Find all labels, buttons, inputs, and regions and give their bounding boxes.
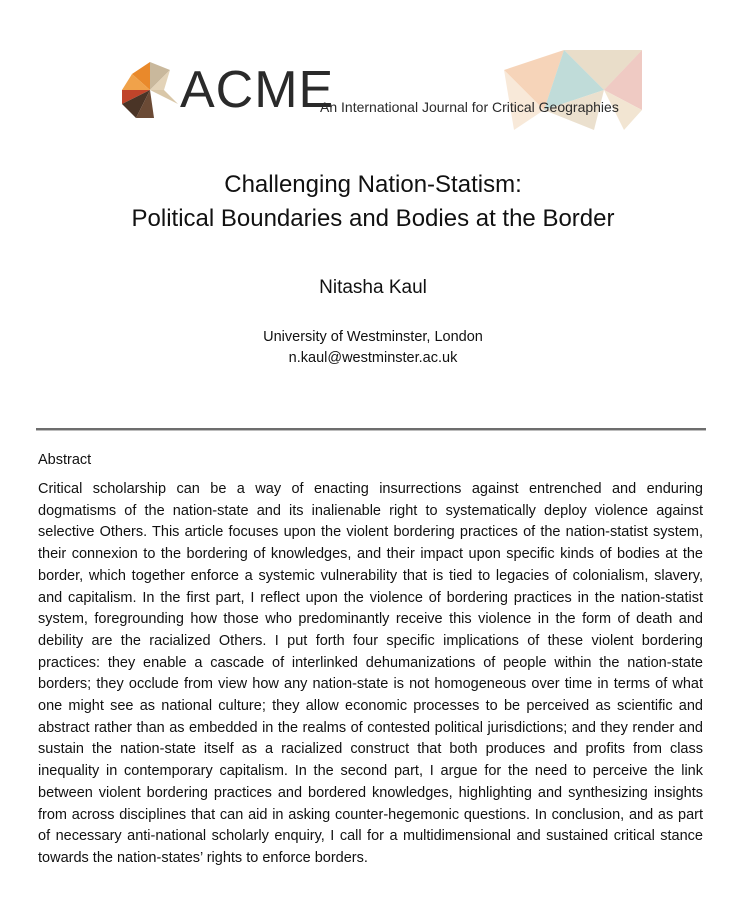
- abstract-heading: Abstract: [38, 452, 92, 468]
- author-name: Nitasha Kaul: [319, 277, 427, 298]
- author-affiliation-block: [0, 327, 746, 369]
- author-email: n.kaul@westminster.ac.uk: [288, 350, 458, 366]
- abstract-text: Critical scholarship can be a way of enacting insurrections against entrenched and enduring dogmatisms of the nation-state and its inalienable right to systematically deploy violence against selective Others. This article focuses upon the violent bordering practices of the nation-statist system, their connexion to the bordering of knowledges, and their impact upon specific kinds of bodies at the border, which together enforce a systemic vulnerability that is tied to legacies of colonialism, slavery, and capitalism. In the first part, I reflect upon the violence of bordering practices in the nation-statist system, foregrounding how those who predominantly receive this violence in the form of death and debility are the racialized Others. I put forth four specific implications of these violent bordering practices: they enable a cascade of interlinked dehumanizations of people within the nation-state borders; they occlude from view how any nation-state is not homogeneous over time in terms of what one might see as national culture; they allow economic processes to be perceived as scientific and abstract rather than as embedded in the realms of contested political jurisdictions; and they render and sustain the nation-state itself as a racialized construct that both produces and profits from class inequality in contemporary capitalism. In the second part, I argue for the need to perceive the link between violent bordering practices and bordered knowledges, highlighting and synthesizing insights from across disciplines that can aid in asking counter-hegemonic questions. In conclusion, and as part of necessary anti-national scholarly enquiry, I call for a multidimensional and sustained critical stance towards the nation-states’ rights to enforce borders.: [38, 481, 703, 866]
- affiliation-text: University of Westminster, London: [263, 329, 483, 345]
- journal-header: [120, 50, 642, 130]
- decorative-triangles-graphic: [504, 50, 642, 130]
- acme-pinwheel-icon: [120, 60, 180, 120]
- title-line-2: Political Boundaries and Bodies at the Border: [131, 205, 615, 232]
- journal-logo-wordmark: ACME: [180, 61, 335, 119]
- title-line-1: Challenging Nation-Statism:: [224, 171, 522, 198]
- section-divider: [36, 428, 706, 431]
- journal-subtitle: An International Journal for Critical Geographies: [320, 99, 619, 115]
- article-title: [0, 168, 746, 236]
